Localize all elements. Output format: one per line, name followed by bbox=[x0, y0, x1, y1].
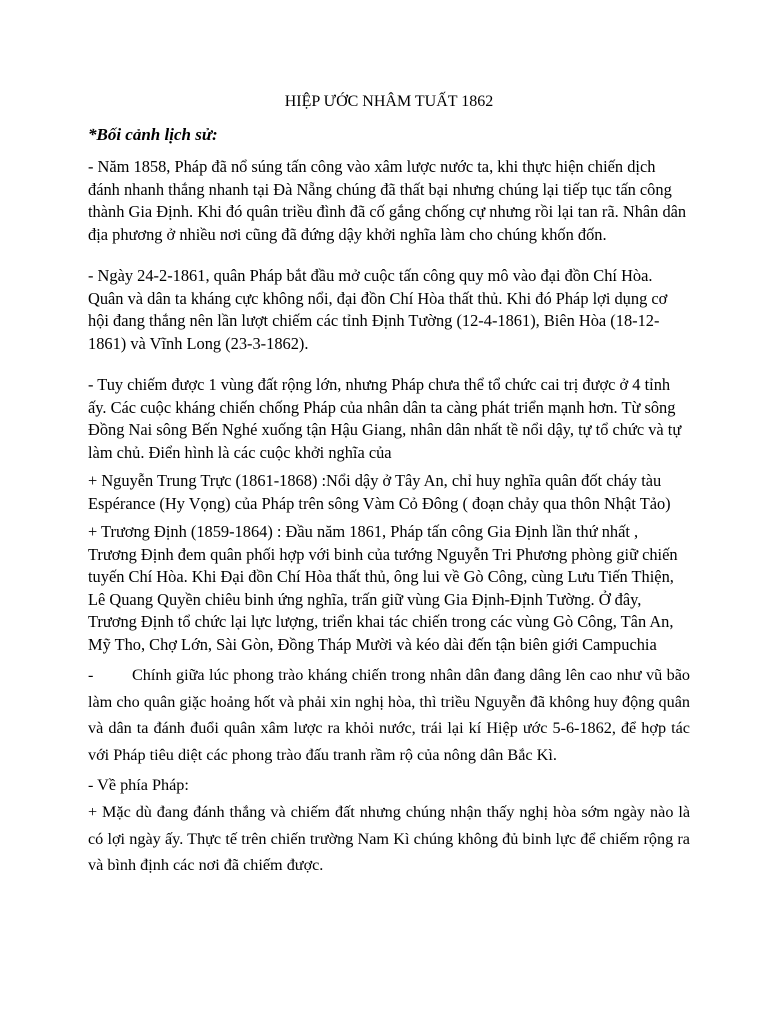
paragraph-6 bbox=[88, 662, 690, 768]
document-title: HIỆP ƯỚC NHÂM TUẤT 1862 bbox=[284, 93, 494, 110]
paragraph-6-text: Chính giữa lúc phong trào kháng chiến trong nhân dân đang dâng lên cao như vũ bão làm cho quân giặc hoảng hốt và phải xin nghị hòa, thì triều Nguyễn đã không huy động quân và dân ta đánh đuổi quân xâm lược ra khỏi nước, trái lại kí Hiệp ước 5-6-1862, để hợp tác với Pháp tiêu diệt các phong trào đấu tranh rầm rộ của nông dân Bắc Kì. bbox=[88, 666, 690, 764]
paragraph-2: - Ngày 24-2-1861, quân Pháp bắt đầu mở cuộc tấn công quy mô vào đại đồn Chí Hòa. Quân và dân ta kháng cực không nổi, đại đồn Chí Hòa thất thủ. Khi đó Pháp lợi dụng cơ hội đang thắng nên lần lượt chiếm các tỉnh Định Tường (12-4-1861), Biên Hòa (18-12-1861) và Vĩnh Long (23-3-1862). bbox=[88, 266, 668, 353]
paragraph-4: + Nguyễn Trung Trực (1861-1868) :Nổi dậy ở Tây An, chỉ huy nghĩa quân đốt cháy tàu Espérance (Hy Vọng) của Pháp trên sông Vàm Cỏ Đông ( đoạn chảy qua thôn Nhật Tảo) bbox=[88, 471, 671, 513]
paragraph-7: - Về phía Pháp: bbox=[88, 776, 189, 795]
paragraph-3: - Tuy chiếm được 1 vùng đất rộng lớn, nhưng Pháp chưa thể tổ chức cai trị được ở 4 tỉnh ấy. Các cuộc kháng chiến chống Pháp của nhân dân ta càng phát triển mạnh hơn. Từ sông Đồng Nai sông Bến Nghé xuống tận Hậu Giang, nhân dân nhất tề nổi dậy, tự tổ chức và tự làm chủ. Điển hình là các cuộc khởi nghĩa của bbox=[88, 375, 682, 462]
paragraph-5: + Trương Định (1859-1864) : Đầu năm 1861, Pháp tấn công Gia Định lần thứ nhất , Trương Định đem quân phối hợp với binh của tướng Nguyễn Tri Phương phòng giữ chiến tuyến Chí Hòa. Khi Đại đồn Chí Hòa thất thủ, ông lui về Gò Công, cùng Lưu Tiến Thiện, Lê Quang Quyền chiêu binh ứng nghĩa, trấn giữ vùng Gia Định-Định Tường. Ở đây, Trương Định tổ chức lại lực lượng, triển khai tác chiến trong các vùng Gò Công, Tân An, Mỹ Tho, Chợ Lớn, Sài Gòn, Đồng Tháp Mười và kéo dài đến tận biên giới Campuchia bbox=[88, 522, 678, 654]
paragraph-1: - Năm 1858, Pháp đã nổ súng tấn công vào xâm lược nước ta, khi thực hiện chiến dịch đánh nhanh thắng nhanh tại Đà Nẵng chúng đã thất bại nhưng chúng lại tiếp tục tấn công thành Gia Định. Khi đó quân triều đình đã cố gắng chống cự nhưng rồi lại tan rã. Nhân dân địa phương ở nhiều nơi cũng đã đứng dậy khởi nghĩa làm cho chúng khốn đốn. bbox=[88, 157, 687, 244]
paragraph-8: + Mặc dù đang đánh thắng và chiếm đất nhưng chúng nhận thấy nghị hòa sớm ngày nào là có lợi ngày ấy. Thực tế trên chiến trường Nam Kì chúng không đủ binh lực để chiếm rộng ra và bình định các nơi đã chiếm được. bbox=[88, 802, 690, 875]
section-heading: *Bối cảnh lịch sử: bbox=[88, 125, 218, 144]
dash-marker: - bbox=[88, 666, 94, 684]
document-page bbox=[88, 92, 690, 879]
